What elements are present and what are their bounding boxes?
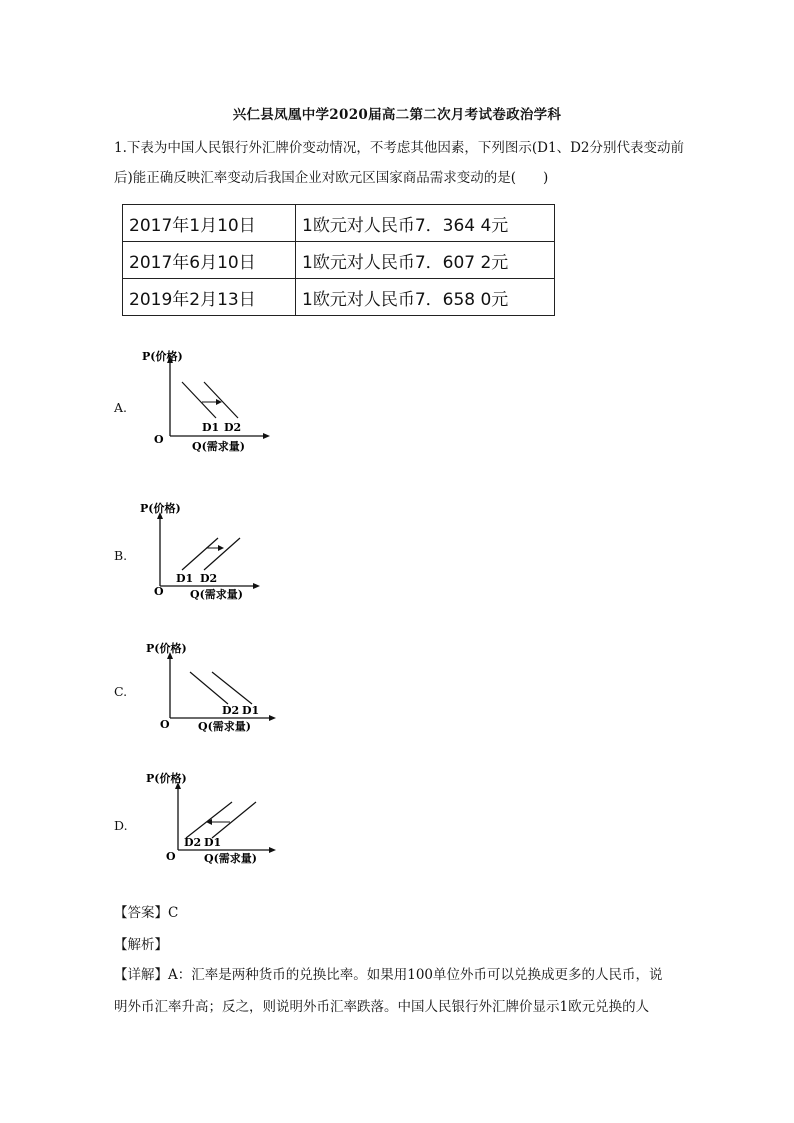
document-title: 兴仁县凤凰中学2020届高二第二次月考试卷政治学科: [232, 107, 562, 123]
curve-label-left: D1: [176, 572, 194, 585]
option-d-graph: [140, 768, 290, 884]
table-cell-rate: 1欧元对人民币7．607 2元: [296, 242, 555, 279]
x-axis-arrow-icon: [269, 715, 276, 721]
detail-line-2: 明外币汇率升高；反之，则说明外币汇率跌落。中国人民银行外汇牌价显示1欧元兑换的人: [114, 999, 650, 1015]
curve-label-right: D1: [242, 704, 260, 717]
question-1: [114, 133, 684, 193]
curve-label-right: D1: [204, 836, 222, 849]
question-text: 下表为中国人民银行外汇牌价变动情况，不考虑其他因素，下列图示(D1、D2分别代表变动前后)能正确反映汇率变动后我国企业对欧元区国家商品需求变动的是( ): [114, 140, 684, 186]
table-cell-date: 2017年6月10日: [123, 242, 296, 279]
demand-curve-left: [190, 672, 228, 704]
option-b-label: B.: [114, 548, 128, 563]
option-c-label: C.: [114, 684, 128, 699]
answer: 【答案】C: [114, 905, 179, 921]
table-cell-date: 2017年1月10日: [123, 205, 296, 242]
y-axis-label: P(价格): [142, 350, 183, 363]
origin-label: O: [160, 718, 170, 731]
demand-curve-left: [182, 538, 218, 570]
option-b-graph: [140, 496, 280, 612]
option-c-graph: [140, 638, 290, 754]
curve-label-right: D2: [224, 421, 242, 434]
curve-label-left: D1: [202, 421, 220, 434]
x-axis-label: Q(需求量): [204, 852, 257, 865]
exchange-rate-table: [122, 204, 555, 316]
demand-curve-left: [186, 802, 232, 838]
y-axis-label: P(价格): [140, 502, 181, 515]
option-a-graph: [140, 346, 280, 462]
curve-label-left: D2: [222, 704, 240, 717]
table-row: [123, 242, 555, 279]
demand-curve-right: [204, 382, 238, 418]
analysis-heading: 【解析】: [114, 937, 168, 953]
origin-label: O: [166, 850, 176, 863]
option-d-label: D.: [114, 818, 128, 833]
demand-curve-right: [204, 538, 240, 570]
demand-curve-left: [182, 382, 216, 418]
detail-line-1: 【详解】A：汇率是两种货币的兑换比率。如果用100单位外币可以兑换成更多的人民币，说: [114, 967, 663, 983]
y-axis-label: P(价格): [146, 772, 187, 785]
x-axis-arrow-icon: [263, 433, 270, 439]
curve-label-left: D2: [184, 836, 202, 849]
table-cell-date: 2019年2月13日: [123, 279, 296, 316]
y-axis-label: P(价格): [146, 642, 187, 655]
curve-label-right: D2: [200, 572, 218, 585]
option-a-label: A.: [114, 400, 128, 415]
question-number: 1.: [114, 140, 127, 156]
demand-curve-right: [212, 802, 256, 838]
x-axis-arrow-icon: [253, 583, 260, 589]
table-cell-rate: 1欧元对人民币7．364 4元: [296, 205, 555, 242]
table-row: [123, 279, 555, 316]
x-axis-label: Q(需求量): [190, 588, 243, 601]
table-row: [123, 205, 555, 242]
x-axis-label: Q(需求量): [198, 720, 251, 733]
x-axis-arrow-icon: [269, 847, 276, 853]
origin-label: O: [154, 585, 164, 598]
table-cell-rate: 1欧元对人民币7．658 0元: [296, 279, 555, 316]
x-axis-label: Q(需求量): [192, 440, 245, 453]
demand-curve-right: [212, 672, 252, 704]
origin-label: O: [154, 433, 164, 446]
shift-arrow-head-icon: [218, 545, 224, 551]
